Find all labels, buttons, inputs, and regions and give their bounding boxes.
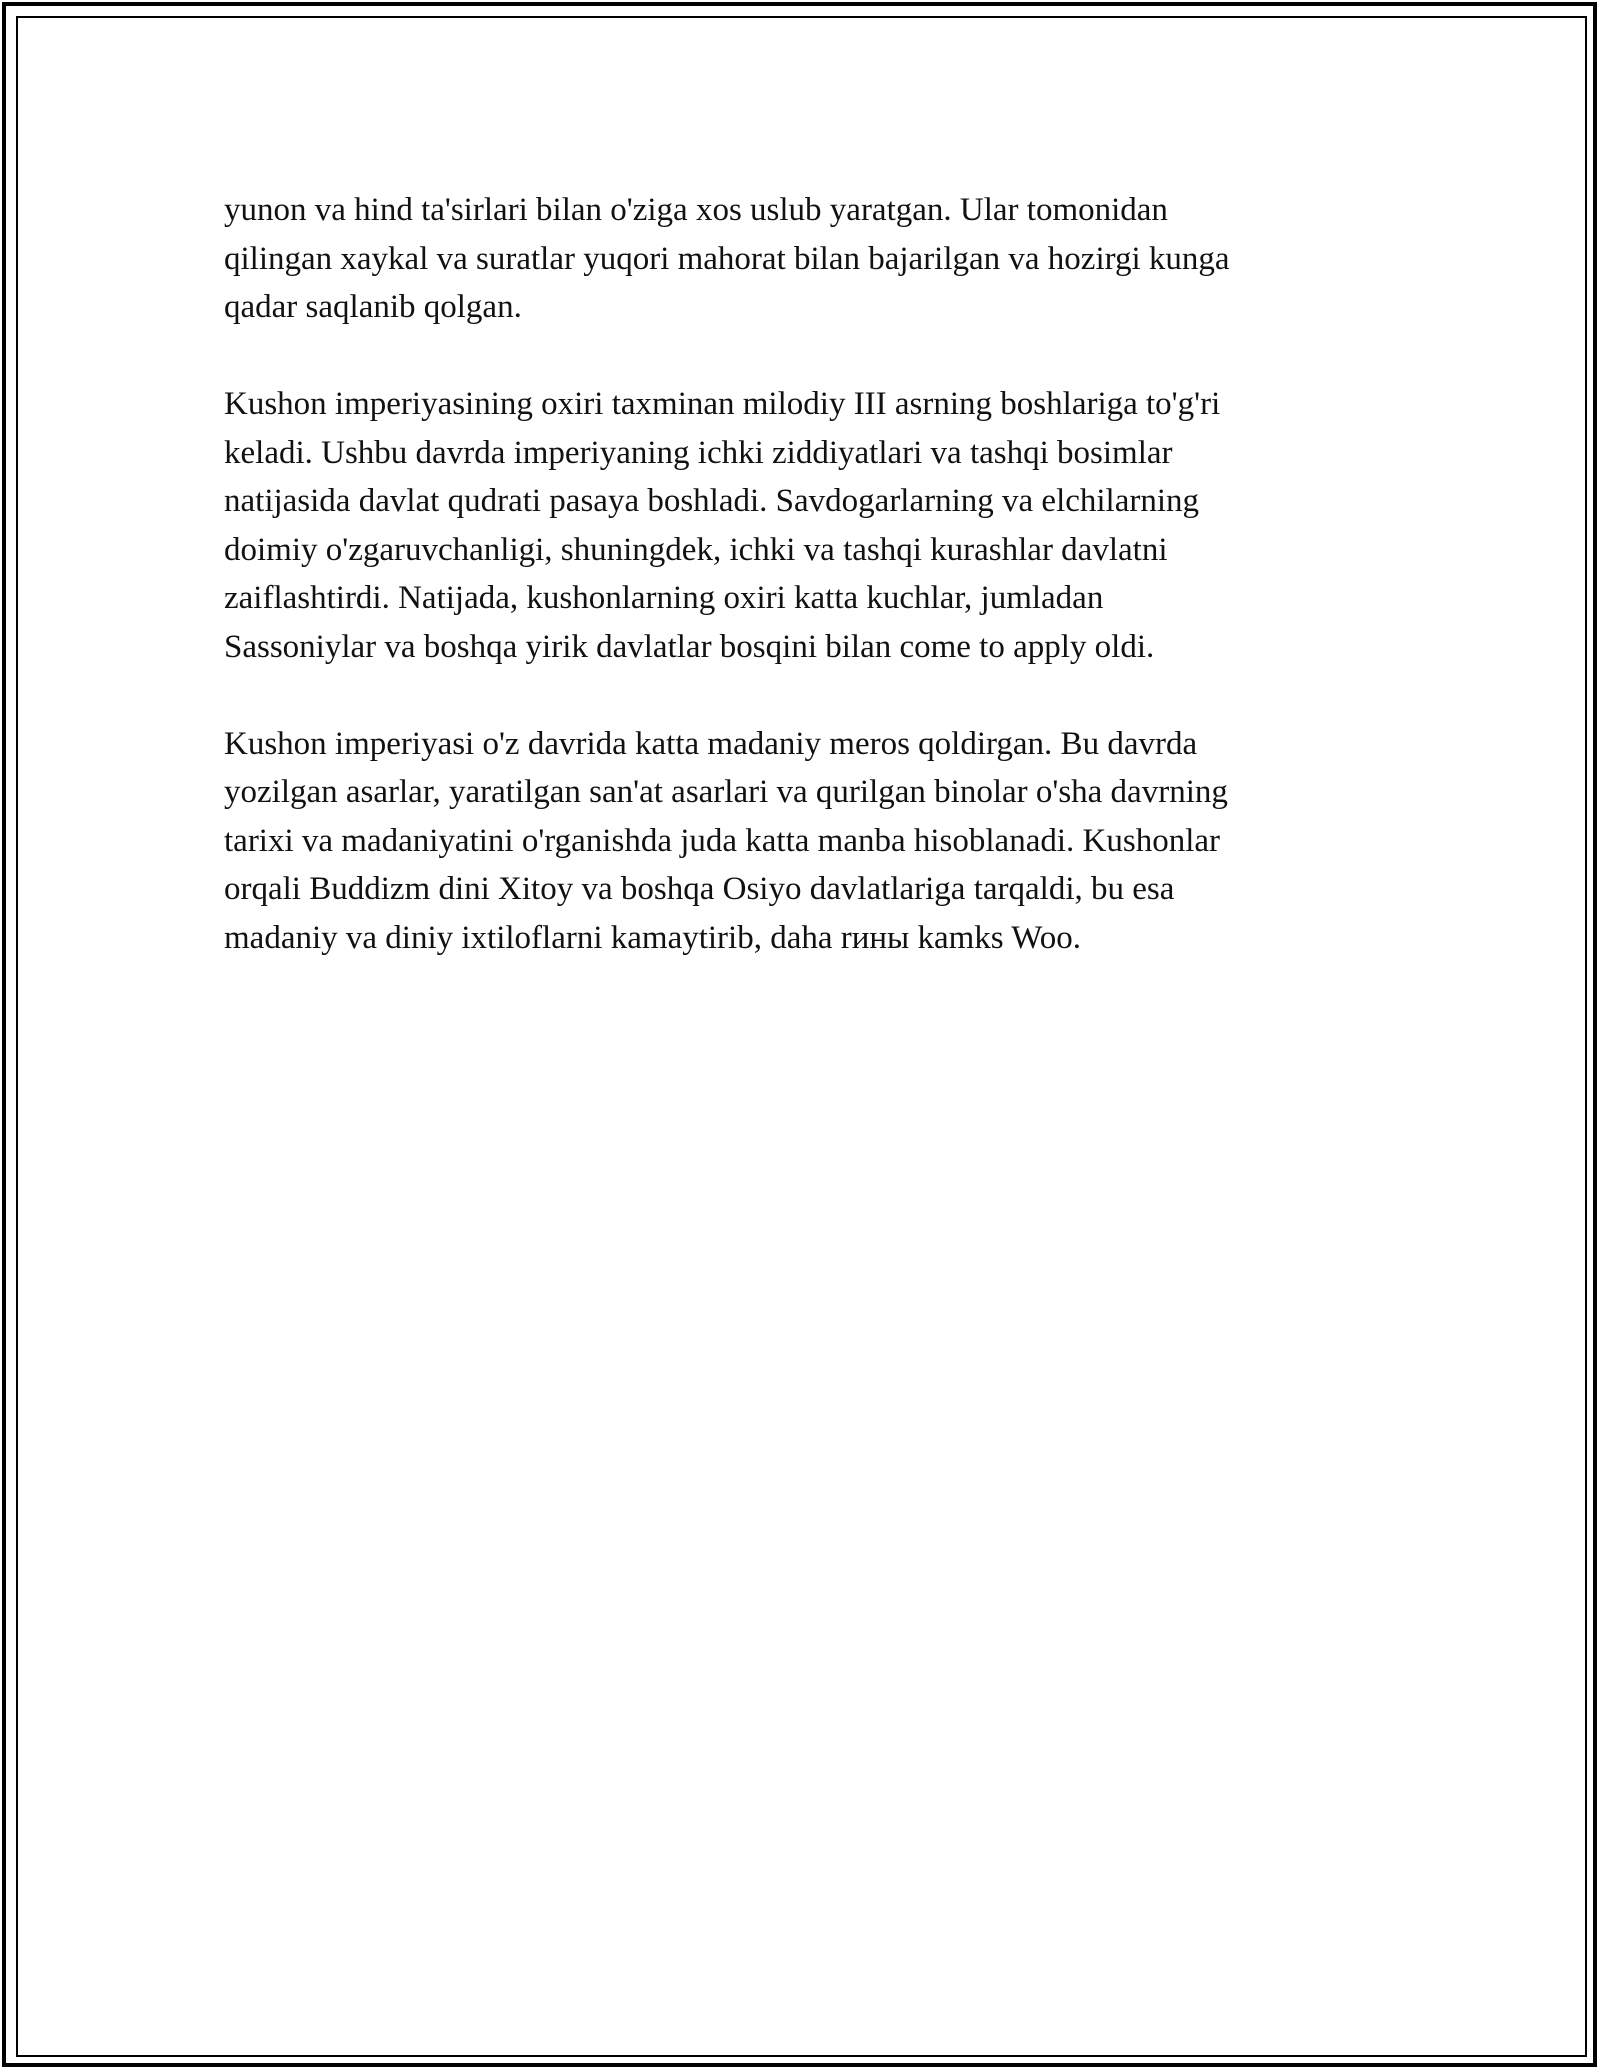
paragraph-2: Kushon imperiyasining oxiri taxminan milodiy III asrning boshlariga to'g'ri keladi. Ushbu davrda imperiyaning ichki ziddiyatlari va tashqi bosimlar natijasida davlat qudrati pasaya boshladi. Savdogarlarning va elchilarning doimiy o'zgaruvchanligi, shuningdek, ichki va tashqi kurashlar davlatni zaiflashtirdi. Natijada, kushonlarning oxiri katta kuchlar, jumladan Sassoniylar va boshqa yirik davlatlar bosqini bilan come to apply oldi.	[224, 386, 1221, 665]
document-body	[224, 186, 1374, 1011]
paragraph-3: Kushon imperiyasi o'z davrida katta madaniy meros qoldirgan. Bu davrda yozilgan asarlar, yaratilgan san'at asarlari va qurilgan binolar o'sha davrning tarixi va madaniyatini o'rganishda juda katta manba hisoblanadi. Kushonlar orqali Buddizm dini Xitoy va boshqa Osiyo davlatlariga tarqaldi, bu esa madaniy va diniy ixtiloflarni kamaytirib, daha rины kamks Woo.	[224, 725, 1228, 956]
paragraph-1: yunon va hind ta'sirlari bilan o'ziga xos uslub yaratgan. Ular tomonidan qilingan xaykal va suratlar yuqori mahorat bilan bajarilgan va hozirgi kunga qadar saqlanib qolgan.	[224, 192, 1230, 325]
